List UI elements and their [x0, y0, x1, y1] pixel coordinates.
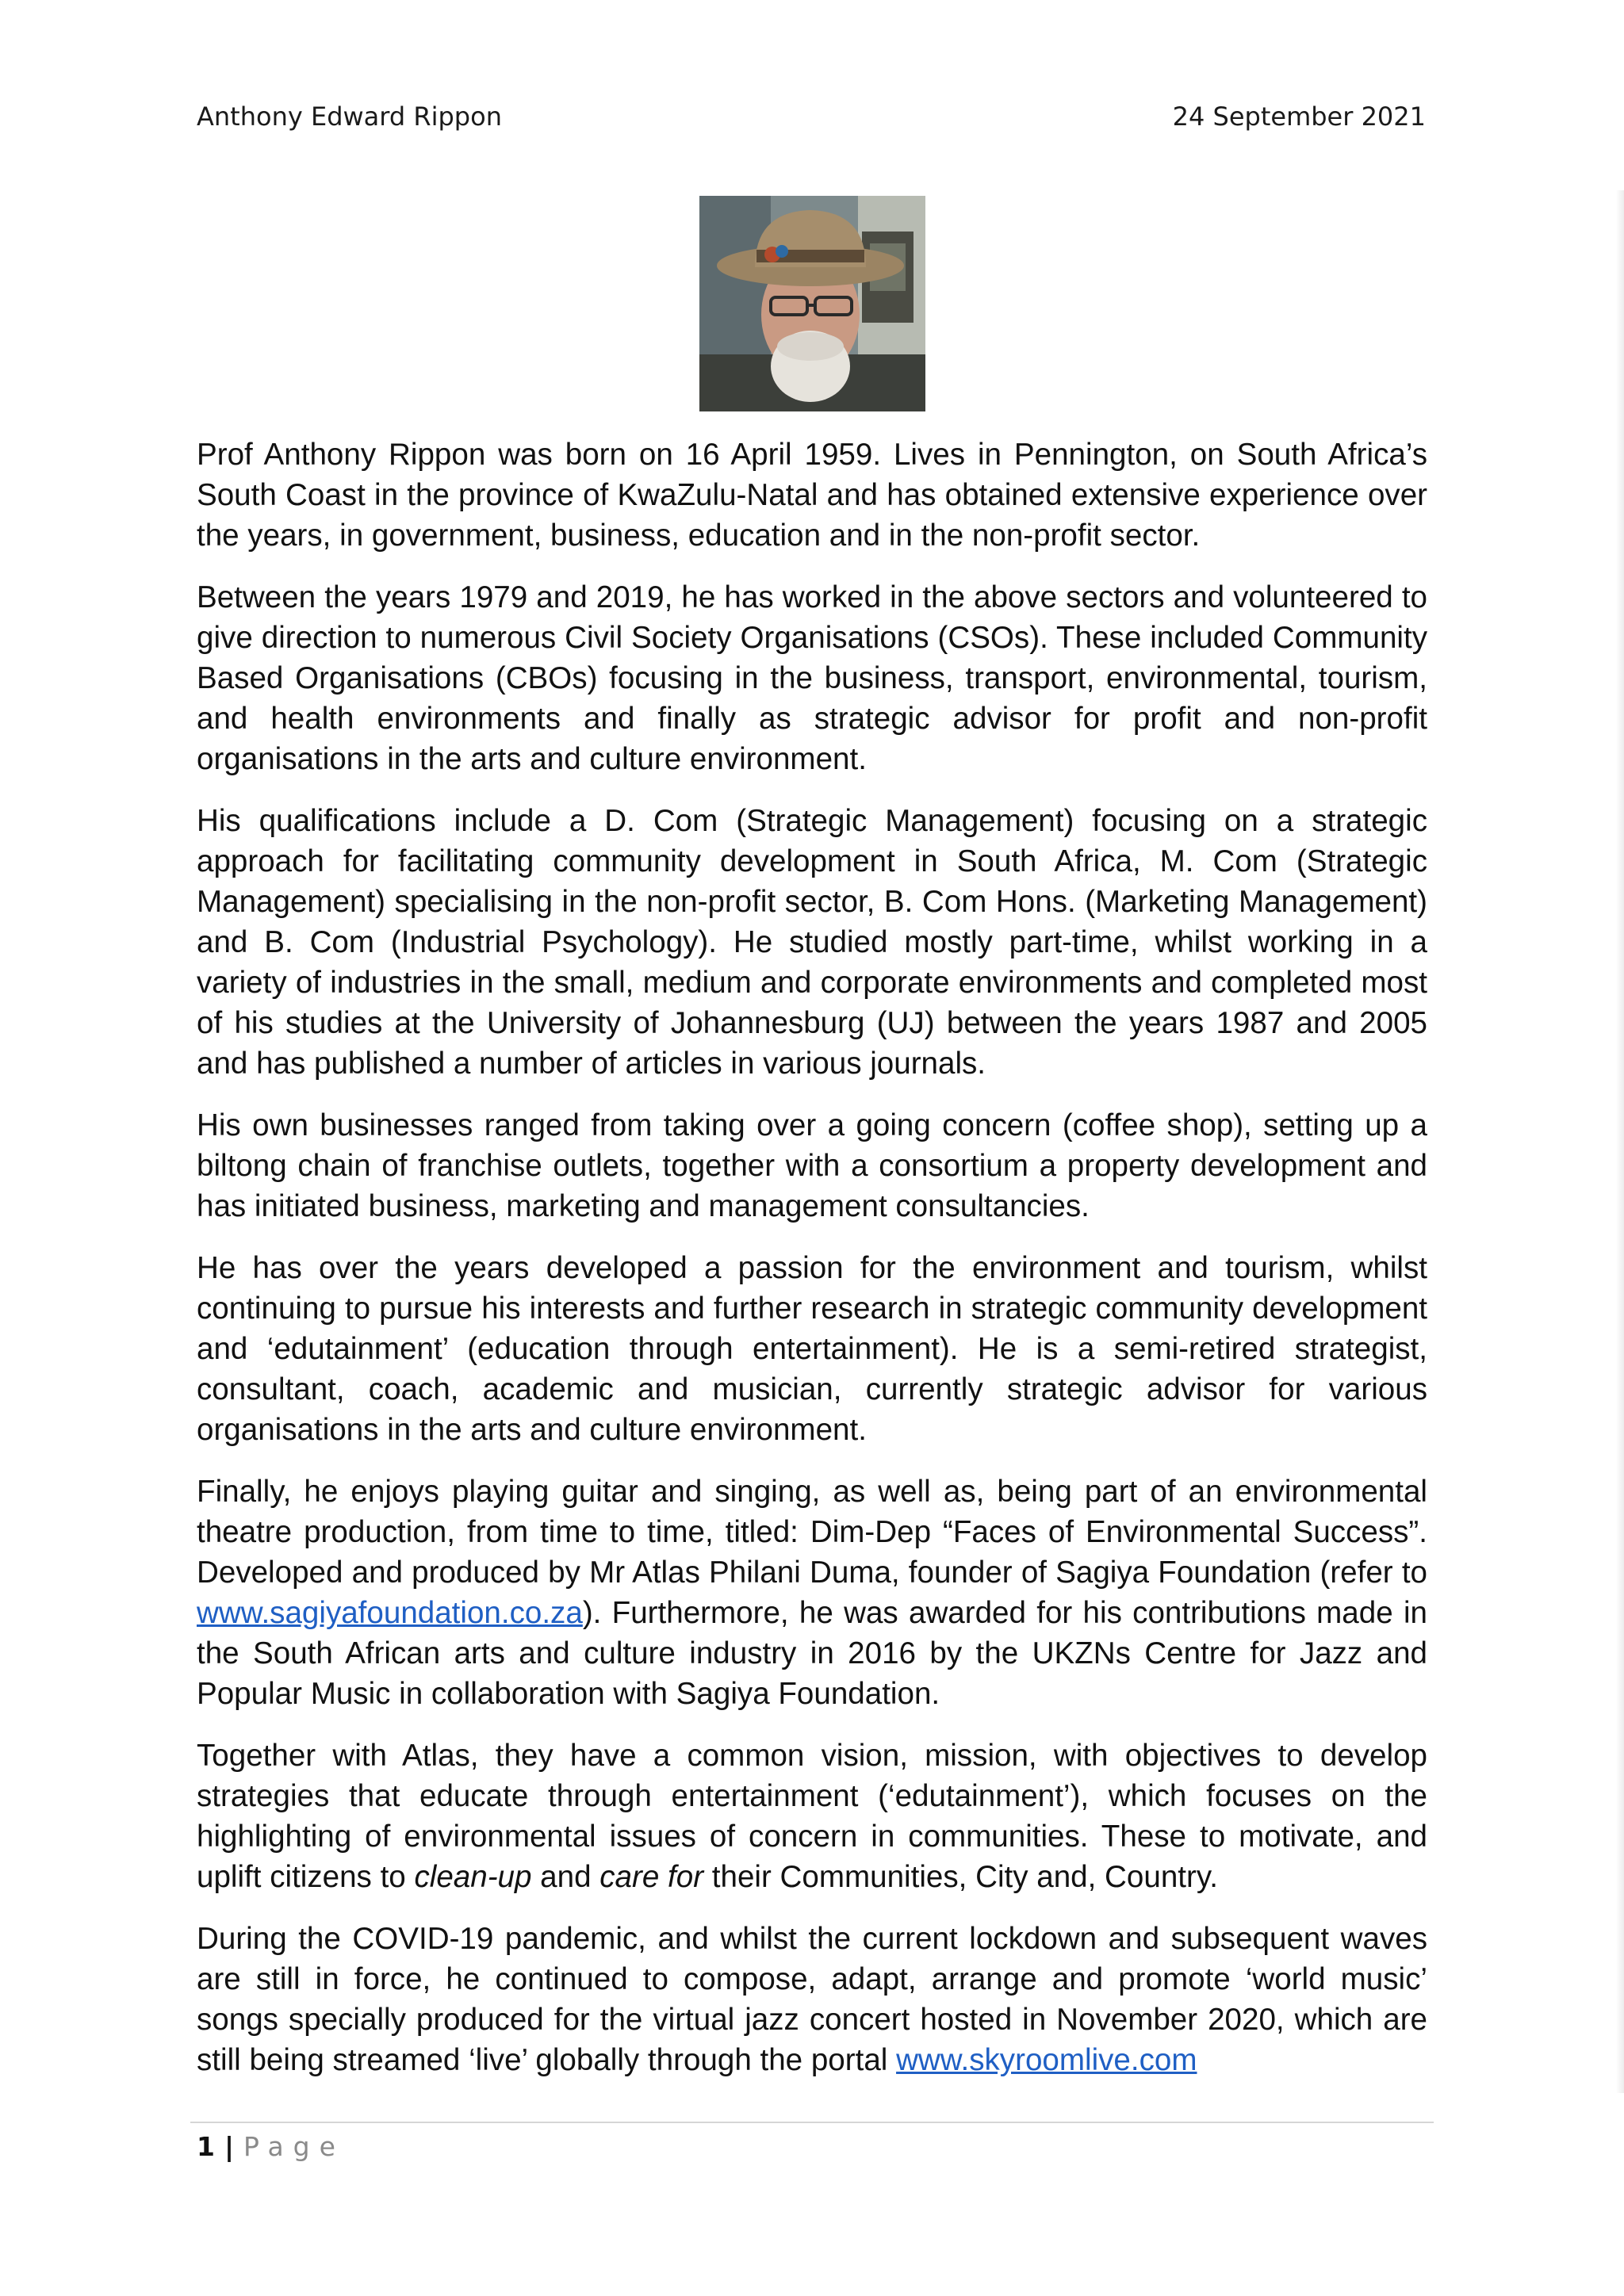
paragraph-businesses: His own businesses ranged from taking over a going concern (coffee shop), setting up a biltong chain of franchise outlets, together with a consortium a property development and has initiated business, marketing and management consultancies.	[197, 1108, 1427, 1223]
footer-separator: |	[224, 2131, 235, 2162]
footer-divider	[190, 2122, 1434, 2123]
header-date: 24 September 2021	[1172, 101, 1426, 132]
footer-page-label: Page	[243, 2131, 345, 2162]
portrait-photo	[699, 196, 925, 411]
paragraph-vision-text-3: their Communities, City and, Country.	[703, 1860, 1218, 1894]
paragraph-passion: He has over the years developed a passion for the environment and tourism, whilst continuing to pursue his interests and further research in strategic community development and ‘edutainment’ (education through entertainment). He is a semi-retired strategist, consultant, coach, academic and musician, currently strategic advisor for various organisations in the arts and culture environment.	[197, 1251, 1427, 1447]
footer-page-number: 1	[197, 2131, 215, 2162]
paragraph-vision-text-1: Together with Atlas, they have a common vision, mission, with objectives to develop strategies that educate through entertainment (‘edutainment’), which focuses on the highlighting of environmental issues of concern in communities. These to motivate, and uplift citizens to	[197, 1739, 1427, 1894]
paragraph-qualifications: His qualifications include a D. Com (Strategic Management) focusing on a strategic approach for facilitating community development in South Africa, M. Com (Strategic Management) specialising in the non-profit sector, B. Com Hons. (Marketing Management) and B. Com (Industrial Psychology). He studied mostly part-time, whilst working in a variety of industries in the small, medium and corporate environments and completed most of his studies at the University of Johannesburg (UJ) between the years 1987 and 2005 and has published a number of articles in various journals.	[197, 804, 1427, 1081]
page-footer	[197, 2131, 345, 2162]
biography-body	[197, 434, 1427, 2080]
paragraph-birth: Prof Anthony Rippon was born on 16 April 1959. Lives in Pennington, on South Africa’s South Coast in the province of KwaZulu-Natal and has obtained extensive experience over the years, in government, business, education and in the non-profit sector.	[197, 438, 1427, 553]
paragraph-theatre-text-1: Finally, he enjoys playing guitar and singing, as well as, being part of an environmental theatre production, from time to time, titled: Dim-Dep “Faces of Environmental Success”. Developed and produced by Mr Atlas Philani Duma, founder of Sagiya Foundation (refer to	[197, 1475, 1427, 1590]
sagiya-foundation-link[interactable]: www.sagiyafoundation.co.za	[197, 1596, 583, 1630]
paragraph-theatre-text-2: ). Furthermore, he was awarded for his contributions made in the South African arts and culture industry in 2016 by the UKZNs Centre for Jazz and Popular Music in collaboration with Sagiya Foundation.	[197, 1596, 1427, 1711]
portrait-photo-icon	[699, 196, 925, 411]
emphasis-clean-up: clean-up	[414, 1860, 532, 1894]
paragraph-vision-text-2: and	[531, 1860, 600, 1894]
header-author: Anthony Edward Rippon	[197, 101, 502, 132]
paragraph-covid-text: During the COVID-19 pandemic, and whilst the current lockdown and subsequent waves are still in force, he continued to compose, adapt, arrange and promote ‘world music’ songs specially produced for the virtual jazz concert hosted in November 2020, which are still being streamed ‘live’ globally through the portal	[197, 1922, 1427, 2077]
paragraph-theatre	[197, 1471, 1427, 1714]
paragraph-career: Between the years 1979 and 2019, he has worked in the above sectors and volunteered to give direction to numerous Civil Society Organisations (CSOs). These included Community Based Organisations (CBOs) focusing in the business, transport, environmental, tourism, and health environments and finally as strategic advisor for profit and non-profit organisations in the arts and culture environment.	[197, 580, 1427, 776]
paragraph-vision	[197, 1735, 1427, 1897]
page-edge-shadow	[1616, 190, 1624, 2093]
skyroomlive-link[interactable]: www.skyroomlive.com	[896, 2043, 1197, 2077]
page-header	[197, 97, 1426, 136]
emphasis-care-for: care for	[599, 1860, 704, 1894]
paragraph-covid	[197, 1919, 1427, 2080]
